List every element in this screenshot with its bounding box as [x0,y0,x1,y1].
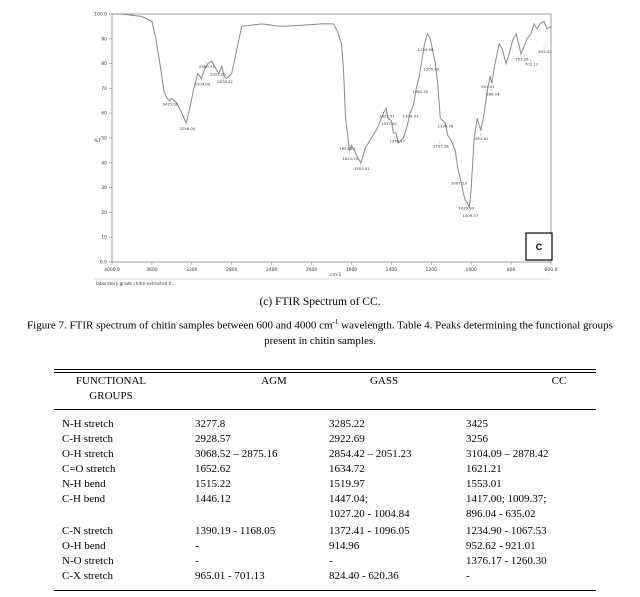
row-cc-value: 1417.00; 1009.37; [466,493,547,505]
row-agm-value: - [195,540,199,552]
row-cc-value: 1621.21 [466,463,502,475]
row-gass-value: 1027.20 - 1004.84 [329,508,410,520]
row-cc-value: 952.62 - 921.01 [466,540,536,552]
row-gass-value: 824.40 - 620.36 [329,570,399,582]
row-agm-value: 2928.57 [195,433,231,445]
y-tick-label: 60 [101,111,107,117]
peak-label: 3104.09 [194,81,211,87]
peak-label: 1376.17 [389,138,406,144]
header-functional-groups: FUNCTIONAL GROUPS [75,375,147,402]
row-gass-value: 3285.22 [329,418,365,430]
x-tick-label: 3200 [186,268,198,273]
row-gass-value: 2854.42 – 2051.23 [329,448,412,460]
row-cc-value: 3425 [466,418,488,430]
peak-label: 2878.42 [217,79,233,84]
peak-label: 635.02 [538,49,552,55]
row-functional-group: C-H bend [62,493,106,505]
row-agm-value: 1652.62 [195,463,231,475]
x-tick-label: 2800 [226,268,238,273]
row-cc-value: 3256 [466,433,488,445]
peak-label: 751.26 [515,56,529,62]
y-tick-label: 80 [101,62,107,68]
figure-caption-start: Figure 7. FTIR spectrum of chitin samples between 600 and 4000 cm [27,319,333,332]
y-tick-label: 100.0 [94,12,107,18]
peak-label: 1309.41 [402,113,419,119]
x-tick-label: 800 [506,268,516,273]
header-cc: CC [551,375,567,387]
row-agm-value: 1446.12 [195,493,231,505]
row-functional-group: O-H bend [62,540,106,552]
row-gass-value: 2922.69 [329,433,365,445]
row-cc-value: 1553.01 [466,478,502,490]
row-functional-group: N-H stretch [62,418,114,430]
peak-label: 952.62 [475,136,489,142]
peak-label: 702.12 [524,61,539,67]
row-functional-group: C-N stretch [62,525,114,537]
peak-label: 1134.76 [437,123,454,129]
y-tick-label: 0.0 [99,260,107,266]
x-axis [104,262,557,273]
row-gass-value: 1634.72 [329,463,365,475]
peak-label: 1029.99 [458,205,475,211]
x-tick-label: 1200 [425,268,437,273]
peak-label: 1205.99 [423,66,440,72]
row-functional-group: O-H stretch [62,448,114,460]
row-agm-value: 1390.19 - 1168.05 [195,525,276,537]
table-top-rule-2 [54,372,596,373]
y-tick-label: 30 [101,186,107,192]
x-axis-label: cm-1 [330,273,342,278]
row-functional-group: N-O stretch [62,555,114,567]
peak-label: 1553.01 [353,165,370,171]
peak-label: 2960.71 [198,64,215,70]
row-cc-value: 1234.90 - 1067.53 [466,525,547,537]
table-bottom-rule [54,590,596,591]
x-tick-label: 4000.0 [104,268,120,273]
y-tick-label: 70 [101,86,107,92]
header-gass: GASS [369,375,399,387]
row-agm-value: 1515.22 [195,478,231,490]
panel-label: C [535,242,543,252]
row-functional-group: C-X stretch [62,570,114,582]
y-tick-label: 90 [101,37,107,43]
row-agm-value: 965.01 - 701.13 [195,570,265,582]
x-tick-label: 3600 [146,268,158,273]
peak-label: 1260.30 [412,88,429,94]
figure-caption-superscript: -1 [332,318,339,326]
row-cc-value: 896.04 - 635.02 [466,508,536,520]
peak-label: 1427.51 [379,113,395,119]
y-tick-label: 10 [101,235,107,241]
figure-caption-end: wavelength. Table 4. Peaks determining the functional groups present in chitin samples. [264,319,613,347]
row-cc-value: 3104.09 – 2878.42 [466,448,549,460]
row-functional-group: C-H stretch [62,433,114,445]
row-gass-value: - [329,555,333,567]
table-header-rule [54,409,596,410]
row-gass-value: 1372.41 - 1096.05 [329,525,410,537]
peak-label: 1009.37 [462,212,479,218]
peak-label: 1234.90 [417,46,434,52]
row-gass-value: 914.96 [329,540,360,552]
spectrum-line [112,14,551,207]
y-tick-label: 20 [101,210,107,216]
x-tick-label: 1000 [465,268,477,273]
peak-label: 3256.00 [179,126,196,132]
row-cc-value: 1376.17 - 1260.30 [466,555,547,567]
peak-label: 1417.00 [381,121,397,127]
y-axis-label: %T [94,139,102,144]
peak-label: 1653.44 [339,145,356,151]
figure-caption [14,315,626,349]
peak-label: 1157.28 [433,143,449,149]
row-gass-value: 1447.04; [329,493,368,505]
peak-label: 896.04 [486,91,500,97]
row-agm-value: 3068.52 – 2875.16 [195,448,278,460]
y-tick-label: 40 [101,161,107,167]
table-top-rule-1 [54,369,596,370]
panel-caption: (c) FTIR Spectrum of CC. [259,296,381,308]
peak-label-leaders [169,44,544,213]
x-tick-label: 2000 [305,268,318,273]
y-tick-label: 50 [101,136,107,142]
peak-label: 1621.21 [342,155,359,161]
peak-label: 1067.53 [450,180,467,186]
peak-label: 921.01 [481,83,495,89]
x-tick-label: 1400 [385,268,398,273]
x-tick-label: 1600 [345,268,358,273]
row-gass-value: 1519.97 [329,478,365,490]
x-tick-label: 2400 [265,268,278,273]
row-cc-value: - [466,570,470,582]
row-agm-value: 3277.8 [195,418,226,430]
peak-label: 2931.19 [209,71,226,77]
row-functional-group: C=O stretch [62,463,116,475]
peak-label: 3425.00 [162,101,179,107]
row-functional-group: N-H bend [62,478,106,490]
row-agm-value: - [195,555,199,567]
x-tick-label: 600.0 [544,268,558,273]
header-agm: AGM [261,375,287,387]
footer-text: laboratory grade chitin extracted fr... [96,282,176,287]
